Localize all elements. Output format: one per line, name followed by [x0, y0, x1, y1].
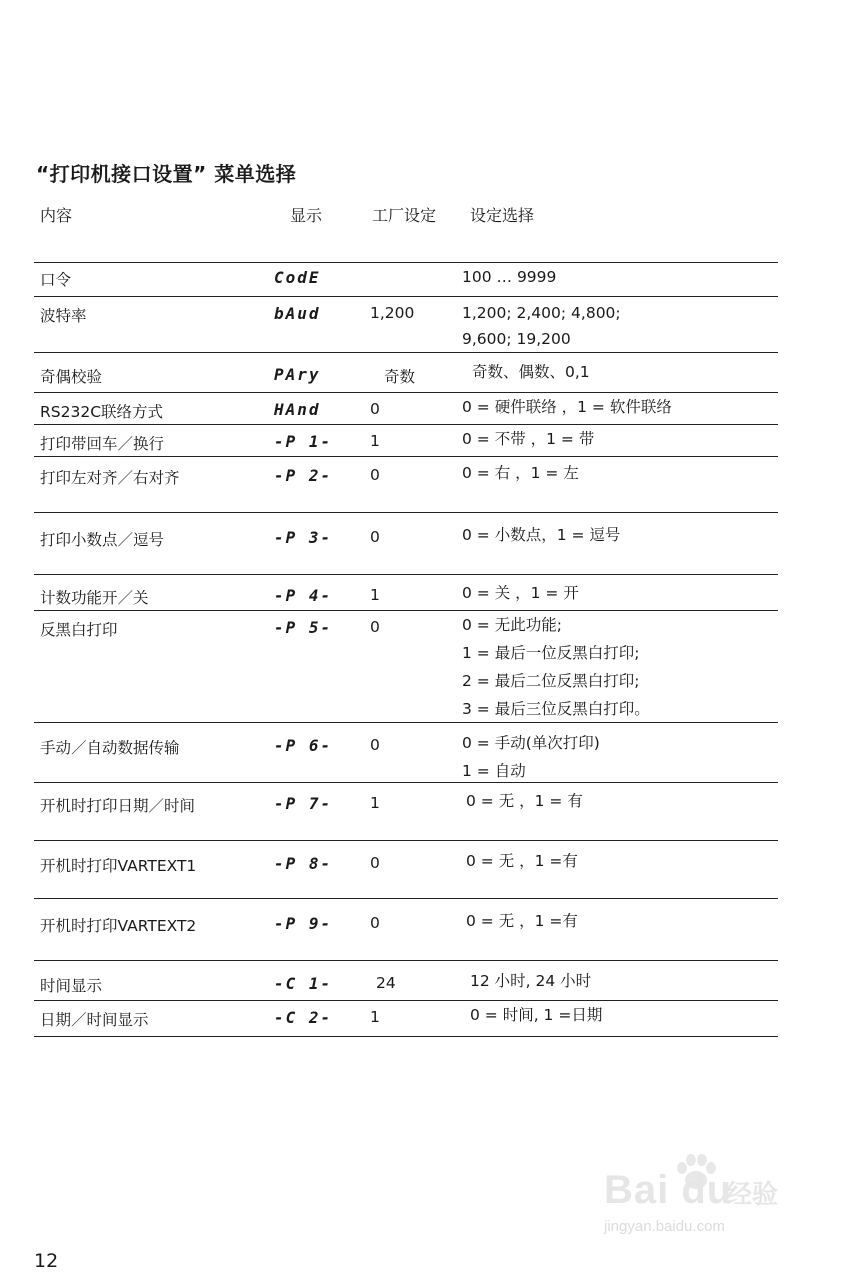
row-display-code: -P 3- [274, 528, 333, 547]
row-option: 0 = 不带 ，1 = 带 [462, 430, 595, 448]
header-display: 显示 [290, 206, 323, 225]
baidu-jingyan-watermark [598, 1152, 798, 1248]
row-option: 1 = 自动 [462, 762, 526, 780]
row-name: 打印左对齐／右对齐 [40, 469, 180, 487]
row-rule [34, 352, 778, 353]
watermark-url: jingyan.baidu.com [604, 1218, 725, 1235]
row-option: 0 = 硬件联络 ，1 = 软件联络 [462, 398, 672, 416]
row-option: 0 = 无 ，1 =有 [466, 852, 578, 870]
row-name: 打印带回车／换行 [40, 435, 165, 453]
header-factory: 工厂设定 [372, 206, 437, 225]
row-display-code: -P 6- [274, 736, 333, 755]
row-rule [34, 296, 778, 297]
row-display-code: -P 4- [274, 586, 333, 605]
row-display-code: -P 2- [274, 466, 333, 485]
row-rule [34, 960, 778, 961]
row-rule [34, 898, 778, 899]
page-title: “打印机接口设置” 菜单选择 [36, 162, 297, 186]
row-option: 0 = 无 ，1 = 有 [466, 792, 583, 810]
row-rule [34, 1000, 778, 1001]
row-name: RS232C联络方式 [40, 403, 164, 421]
row-factory: 1 [370, 1008, 380, 1026]
row-name: 计数功能开／关 [40, 589, 149, 607]
row-factory: 1,200 [370, 304, 415, 322]
row-rule [34, 512, 778, 513]
row-display-code: -C 1- [274, 974, 333, 993]
row-rule [34, 722, 778, 723]
row-option: 0 = 右 ，1 = 左 [462, 464, 579, 482]
row-option: 1 = 最后一位反黑白打印; [462, 644, 640, 662]
row-display-code: -P 9- [274, 914, 333, 933]
row-rule [34, 610, 778, 611]
row-name: 奇偶校验 [40, 368, 103, 386]
row-display-code: -P 8- [274, 854, 333, 873]
row-option: 奇数、偶数、0,1 [472, 363, 590, 381]
row-name: 打印小数点／逗号 [40, 531, 165, 549]
row-factory: 0 [370, 736, 380, 754]
row-factory: 0 [370, 528, 380, 546]
row-factory: 0 [370, 854, 380, 872]
row-display-code: CodE [274, 268, 321, 287]
table-bottom-rule [34, 1036, 778, 1037]
row-name: 反黑白打印 [40, 621, 118, 639]
row-display-code: -C 2- [274, 1008, 333, 1027]
row-option: 12 小时, 24 小时 [470, 972, 592, 990]
row-rule [34, 782, 778, 783]
row-display-code: bAud [274, 304, 321, 323]
row-factory: 奇数 [384, 368, 416, 386]
row-name: 手动／自动数据传输 [40, 739, 180, 757]
row-factory: 24 [376, 974, 396, 992]
row-rule [34, 574, 778, 575]
row-name: 开机时打印VARTEXT1 [40, 857, 197, 875]
row-name: 波特率 [40, 307, 87, 325]
row-factory: 1 [370, 794, 380, 812]
page-number: 12 [34, 1250, 59, 1272]
row-option: 0 = 无 ，1 =有 [466, 912, 578, 930]
row-display-code: -P 1- [274, 432, 333, 451]
row-option: 0 = 时间, 1 =日期 [470, 1006, 603, 1024]
row-factory: 1 [370, 586, 380, 604]
row-factory: 0 [370, 618, 380, 636]
row-option: 100 … 9999 [462, 268, 557, 286]
row-option: 9,600; 19,200 [462, 330, 571, 348]
row-rule [34, 456, 778, 457]
row-name: 开机时打印日期／时间 [40, 797, 196, 815]
row-name: 时间显示 [40, 977, 103, 995]
row-display-code: -P 5- [274, 618, 333, 637]
row-factory: 1 [370, 432, 380, 450]
row-display-code: PAry [274, 365, 321, 384]
row-rule [34, 840, 778, 841]
watermark-brand: Bai du [604, 1168, 733, 1212]
watermark-cn: 经验 [726, 1180, 779, 1210]
row-factory: 0 [370, 914, 380, 932]
header-content: 内容 [40, 206, 73, 225]
row-display-code: -P 7- [274, 794, 333, 813]
row-option: 0 = 手动(单次打印) [462, 734, 600, 752]
row-factory: 0 [370, 466, 380, 484]
row-option: 0 = 关 ，1 = 开 [462, 584, 579, 602]
row-display-code: HAnd [274, 400, 321, 419]
row-option: 0 = 小数点，1 = 逗号 [462, 526, 621, 544]
row-option: 0 = 无此功能; [462, 616, 562, 634]
row-option: 1,200; 2,400; 4,800; [462, 304, 621, 322]
header-options: 设定选择 [470, 206, 535, 225]
row-name: 口令 [40, 271, 72, 289]
row-name: 开机时打印VARTEXT2 [40, 917, 197, 935]
row-rule [34, 424, 778, 425]
row-option: 2 = 最后二位反黑白打印; [462, 672, 640, 690]
table-top-rule [34, 262, 778, 263]
row-option: 3 = 最后三位反黑白打印。 [462, 700, 650, 718]
row-name: 日期／时间显示 [40, 1011, 149, 1029]
row-factory: 0 [370, 400, 380, 418]
